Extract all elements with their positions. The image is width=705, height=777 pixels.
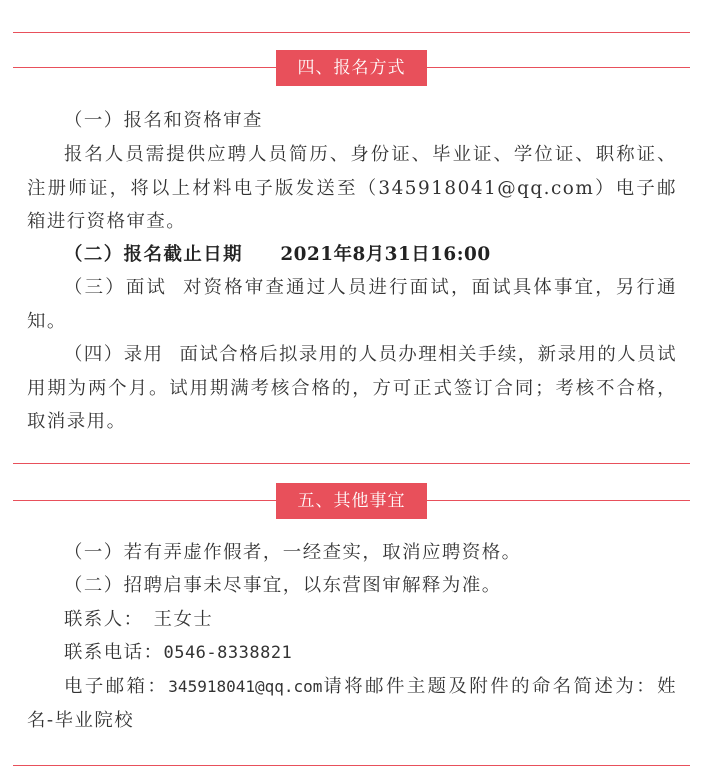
hire-label: （四）录用: [64, 344, 164, 365]
section4-item1-body: 报名人员需提供应聘人员简历、身份证、毕业证、学位证、职称证、注册师证，将以上材料电子版发送至（345918041@qq.com）电子邮箱进行资格审查。: [27, 144, 677, 232]
section5-item1: （一）若有弄虚作假者，一经查实，取消应聘资格。: [64, 542, 522, 563]
bottom-divider: [13, 765, 690, 766]
hire-body: 面试合格后拟录用的人员办理相关手续，新录用的人员试用期为两个月。试用期满考核合格的，方可正式签订合同；考核不合格，取消录用。: [27, 344, 677, 432]
email-note: 请将邮件主题及附件的命名简述为：姓名-毕业院校: [27, 676, 677, 731]
email-label: 电子邮箱：: [64, 676, 169, 697]
section5-title: 五、其他事宜: [276, 483, 427, 519]
deadline-label: （二）报名截止日期: [64, 244, 244, 265]
section4-item3: [27, 271, 677, 338]
section-divider: [13, 463, 690, 464]
contact-label: 联系人：: [64, 609, 144, 630]
contact-phone: [27, 636, 677, 671]
email-value: 345918041@qq.com: [168, 677, 323, 696]
top-divider: [13, 32, 690, 33]
section4-item2: [27, 238, 677, 272]
section4-item4: [27, 338, 677, 439]
section5-item2: （二）招聘启事未尽事宜，以东营图审解释为准。: [64, 575, 502, 596]
section4-item1-heading: （一）报名和资格审查: [64, 110, 263, 131]
contact-name: 王女士: [153, 609, 214, 630]
interview-label: （三）面试: [64, 277, 168, 298]
interview-body: 对资格审查通过人员进行面试，面试具体事宜，另行通知。: [27, 277, 677, 332]
phone-label: 联系电话：: [64, 642, 164, 663]
contact-email: [27, 670, 677, 737]
deadline-value: 2021年8月31日16:00: [280, 244, 491, 265]
contact-person: [27, 603, 677, 637]
phone-value: 0546-8338821: [163, 643, 293, 663]
section4-title: 四、报名方式: [276, 50, 427, 86]
